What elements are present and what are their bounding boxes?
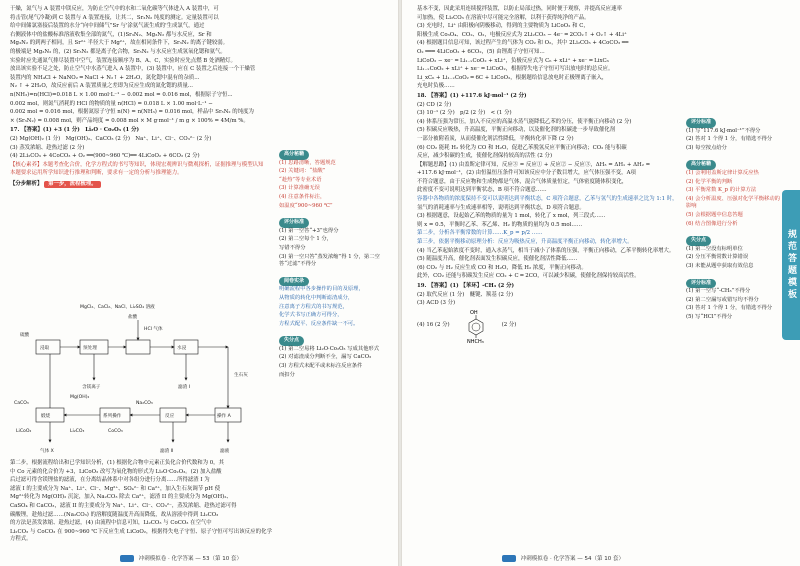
intro-line: 给中间储氯塞接后装置的水分“向中间储气”Sr 与'涂氨气流生成的'生成氯气，通过 [10, 23, 205, 30]
publisher-logo-icon [502, 555, 516, 562]
side-note-line: 方程式配平、反应条件缺一不可。 [279, 320, 359, 327]
right-page [402, 0, 800, 566]
q18-analysis-line: 氢气的消耗速率与生成速率相等，说明达到平衡状态，D 项符合题意。 [417, 204, 585, 211]
side-note-line: (3) 答对 1 个得 1 分，有错选不得分 [686, 305, 773, 312]
left-analysis-column [10, 460, 272, 545]
side-note-line: 明确流程中各步操作的目的及原理， [279, 286, 364, 293]
q18-answer-line: (6) CO₂ 能耗 H₂ 转化为 CO 和 H₂O，促进乙苯脱氢反应平衡正向移动；CO₂ 能与积碳 [417, 144, 627, 151]
diagram-node: 气体 X [40, 449, 54, 454]
side-note-line: (3) 平衡常数 K_p 的计算方法 [686, 187, 757, 194]
struct-oh-label: OH [469, 309, 478, 316]
side-note [279, 277, 391, 329]
analysis-line: 的方法是蒸发浓缩、趁热过滤，(4) 由流程中信息可知，Li₂CO₃ 与 CoCO₃ 在空气中 [10, 520, 212, 527]
q18-answer-line: (2) CD (2 分) [417, 101, 452, 108]
benzene-ring-icon [456, 309, 496, 343]
main-line: 充电时负极…… [417, 83, 455, 90]
analysis-line: 碳酸锂，趁热过滤……(Na₂CO₃) 的溶解度随温度升高而降低，故从溶液中得到 Li₂CO₃ [10, 511, 219, 518]
main-line: 可加热，使 Li₂CO₃ 在溶液中尽可能完全溶解，以利于获得纯净的产品。 [417, 14, 590, 21]
q18-analysis-line: (3) 根据题意，设起始乙苯的物质的量为 1 mol，转化了 x mol，列三段式…… [417, 213, 606, 220]
side-note-line: (1) 第一空答“+3”也得分 [279, 227, 339, 234]
side-note-line: (5) 写“HCl”不得分 [686, 313, 733, 320]
q18-analysis-line: 则 x = 0.5，平衡时乙苯、苯乙烯、H₂ 的物质的量均为 0.5 mol…… [417, 221, 583, 228]
side-note [279, 150, 391, 210]
side-note-line: (2) 关键词：“盐酸” [279, 168, 326, 175]
side-note [686, 118, 784, 152]
side-note [279, 218, 391, 269]
q17-answer-line: (4) 2Li₂CO₃ + 4CoCO₃ + O₂ ══(900~960 ℃)══ 4LiCoO₂ + 6CO₂ (2 分) [10, 153, 200, 160]
side-note-line: 注意离子方程式的书写规范， [279, 303, 348, 310]
side-note-line: (4) 注意条件标注， [279, 193, 326, 200]
q17-intro-line: 【核心素养】本题考查化合价，化学方程式的书写等知识，体现宏观辨识与微观探析，证据推理与模型认知 [10, 161, 264, 168]
left-main-column [10, 6, 272, 191]
analysis-line: 第二步，根据流程给出和已学知识分析，(1) 根据化合物中元素正负化合价代数和为 0，其 [10, 460, 224, 466]
side-note [279, 336, 391, 379]
diagram-node: 生石灰 [234, 373, 248, 378]
diagram-node: 煅烧 [41, 414, 51, 419]
diagram-title: MgCl₂、CaCl₂、NaCl、Li₂SO₄ 溶液 [80, 305, 155, 310]
analysis-line: Mg²⁺转化为 Mg(OH)₂ 沉淀，加入 Na₂CO₃ 除去 Ca²⁺，滤渣 II 的主要成分为 Mg(OH)₂、 [10, 494, 232, 501]
section-tab: 规范答题模板 [782, 190, 800, 340]
analysis-label: 【分步解析】 [10, 180, 43, 187]
q18-answer-line: (4) 体系压强为常压，加入不反应的高温水蒸气能降低乙苯的分压，使平衡正向移动 (2 分) [417, 118, 632, 125]
q18-answer-line: (3) 10⁻¹ (2 分) p/2 (2 分) < (1 分) [417, 110, 512, 117]
q19-answer-line: (3) ACD (3 分) [417, 300, 456, 307]
main-line: Li_xC₆ + Li₁₋ₓCoO₂ ═ 6C + LiCoO₂，根据题给信息放电时正极锂离子嵌入， [417, 74, 608, 81]
side-note-line: 如温度“900~960 ℃” [279, 202, 333, 209]
side-note-label: 高分秘籍 [686, 160, 716, 170]
side-note-line: (1) 写“117.6 kJ·mol⁻¹”不得分 [686, 127, 761, 134]
analysis-line: 中 Co 元素的化合价为 +3，LiCoO₂ 改写为氧化物的形式为 Li₂O·Co₂O₃。(2) 加入盐酸 [10, 468, 222, 475]
q18-answer-line: 反应，减少积碳的生成，使催化剂保持较高的活性 (2 分) [417, 153, 553, 160]
side-note-label: 评分标准 [686, 279, 716, 289]
side-note-line: (3) 方程式未配平或未标注反应条件 [279, 363, 363, 370]
main-line: 基本不变，因此采用连续搅拌装置，以防止局部过热，同时便于观察，并提高反应速率 [417, 6, 622, 12]
side-note-line: (2) 答对 1 个得 1 分，有错选不得分 [686, 136, 773, 143]
diagram-node: 浸取 [40, 346, 50, 351]
side-note-line: 而扣分 [279, 371, 295, 378]
analysis-line: CaSO₄ 和 CaCO₃，滤液 II 的主要成分为 Na⁺、Li⁺、Cl⁻、CO₃²⁻，蒸发浓缩、趁热过滤可得 [10, 502, 237, 509]
q18-answer-line: 一部分被附着炭，从而使催化剂活性降低，平衡转化率下降 (2 分) [417, 135, 574, 142]
intro-line: 右侧液体中的盐酸标准溶液收集全部的氮气，(1)Sr₃N₂、Mg₃N₂ 都与水反应，Sr 和 [10, 31, 212, 38]
side-note-label: 评分标准 [686, 118, 716, 128]
side-note-line: (1) 第二空没有标明单位 [686, 245, 743, 252]
left-side-notes [279, 150, 391, 387]
diagram-node: CoCO₃ [108, 429, 123, 434]
side-note-line: (4) 会分析温度、压强对化学平衡移动的影响 [686, 195, 780, 210]
side-note-label: 失分点 [686, 236, 711, 246]
intro-line: 0.002 mol = 0.016 mol，根据氮原子守恒 n(N) = n(NH₃) = 0.016 mol，样品中 Sr₃N₂ 的纯度为 [10, 109, 254, 116]
main-line: O₂ ═══ 4LiCoO₂ + 6CO₂，(5) 由锂离子守恒可知… [417, 48, 545, 55]
q18-answer-line: (5) 积碳反应吸热，升高温度，平衡正向移动，以及催化剂的积碳进一步导致催化剂 [417, 127, 616, 134]
diagram-node: 滤渣 II [160, 449, 174, 454]
side-note-line: (2) 分压平衡常数计算错误 [686, 254, 749, 261]
main-line: Li₁₋ₓCoO₂ + xLi⁺ + xe⁻ ═ LiCoO₂，根据得失电子守恒可写出放电时的总反应。 [417, 66, 614, 73]
side-note-line: (1) 第一空写“-CH₃”不得分 [686, 288, 751, 295]
intro-line: 将击管(尾气冷凝)到 C 装置与 A 装置连接，让其二，Sr₃N₂ 纯度的测定。定量装置可以 [10, 14, 219, 21]
q18-analysis-line: (4) 当乙苯起始浓度不变时，通入水蒸气，相当于减小了体系的压强，平衡正向移动，乙苯平衡转化率增大。 [417, 247, 675, 254]
diagram-node: Mg(OH)₂ [70, 395, 90, 400]
q19-answer-line: 19. 【答案】(1) 【苯环】-CH₃ (2 分) [417, 283, 515, 289]
diagram-node: 系列操作 [103, 414, 122, 419]
side-note-line: 从物质的转化中判断滤渣成分， [279, 294, 354, 301]
main-line: (3) 充电时，Li⁺ 由阳极向阴极移动，得到的主要物质为 LiCoO₂ 和 C， [417, 23, 589, 30]
side-note-label: 高分秘籍 [279, 150, 309, 160]
q17-answer-line: 17. 【答案】(1) +3 (1 分) Li₂O · Co₂O₃ (1 分) [10, 127, 140, 134]
side-note-line: “趁热”等专业术语 [279, 176, 322, 183]
q18-analysis-line: 第三步，依据平衡移动原理分析：反应为吸热反应，升高温度平衡正向移动，转化率增大。 [417, 239, 633, 246]
diagram-node: 含镁离子 [82, 385, 101, 390]
diagram-node: Na₂CO₃ [136, 401, 153, 406]
side-note-line: (3) 每空按点给分 [686, 144, 727, 151]
intro-line: N₂ ↑ + 2H₂O，故反应前后 A 装置质量之差即为反应生成的氮化锶的质量... [10, 83, 193, 90]
q18-analysis-line: 此密度不变可说明达到平衡状态，B 项不符合题意…… [417, 187, 547, 194]
q17-intro-line: 本题要求运用所学知识进行推理和判断，要求有一定的分析与推理能力。 [10, 170, 183, 177]
q19-structure [417, 309, 679, 343]
intro-line: 装置内的 NH₄Cl + NaNO₂ ═ NaCl + N₂↑ + 2H₂O，氮化锶中混有的杂质... [10, 74, 200, 81]
side-note-line: (3) 未能从题中获取有效信息 [686, 262, 754, 269]
intro-line: n(NH₃)=n(HCl)=0.018 L × 1.00 mol·L⁻¹ − 0.002 mol = 0.016 mol，根据原子守恒... [10, 91, 233, 98]
right-page-number: 冲刺模拟卷 · 化学答案 — 54（第 10 套） [520, 556, 624, 562]
intro-line: Mg₃N₂ 的到两子相同，且 Sr²⁺ 半径大于 Mg²⁺，故在相同条件下，Sr₃N₂ 的离子键较弱。 [10, 40, 229, 47]
q18-analysis-line: 【解题思路】(1) 由盖斯定律可知，反应③ = 反应① + 反应② − 反应③，ΔH₃ = ΔH₁ + ΔH₂ = [417, 161, 651, 168]
side-note-label: 评分标准 [279, 218, 309, 228]
side-note-label: 失分点 [279, 336, 304, 346]
diagram-node: LiCoO₂ [16, 429, 32, 434]
side-note-line: (2) 第二空漏写或错写均不得分 [686, 296, 759, 303]
q17-answer-line: (3) 蒸发浓缩、趁热过滤 (2 分) [10, 144, 85, 151]
intro-line: 实验时应先通氮气排尽装置中空气，装置连接顺序为 B、A、C，实验时应先点燃 B 处酒精灯。 [10, 57, 236, 64]
right-footer [502, 554, 624, 562]
diagram-node: 反应 [165, 414, 175, 419]
side-note-line: (2) 化学平衡的判断 [686, 178, 733, 185]
q18-analysis-line: 不符合题意，由于反应物和生成物都是气体，混合气体质量恒定，气体密度随体积变化， [417, 178, 628, 185]
diagram-node: Li₂CO₃ [70, 429, 85, 434]
left-footer [120, 554, 242, 562]
side-note-line: (2) 对滤渣成分判断不全，漏写 CaCO₃ [279, 354, 372, 361]
analysis-step-badge: 第一步，流程梳理。 [44, 181, 101, 189]
main-line: (4) 根据题目信息可知，该过程产生的气体为 CO₂ 和 O₂，其中 2Li₂CO₃ + 4CoCO₃ ══ [417, 40, 629, 47]
diagram-node: 滤渣 I [178, 385, 191, 390]
flow-svg [10, 300, 272, 458]
main-line: LiCoO₂ − xe⁻ ═ Li₁₋ₓCoO₂ + xLi⁺，负极反应式为 C₆ + xLi⁺ + xe⁻ ═ LixC₆ [417, 57, 609, 64]
q18-answer-line: 18. 【答案】(1) +117.6 kJ·mol⁻¹ (2 分) [417, 92, 527, 99]
publisher-logo-icon [120, 555, 134, 562]
q18-analysis-line: 容器中各物质的浓度保持不变可以说明达到平衡状态，C 项符合题意，乙苯与氢气的生成速率之比为 1:1 时， [417, 196, 678, 203]
q18-analysis-line: +117.6 kJ·mol⁻¹，(2) 由恒温恒压条件可知该反应中分子数目增大，应气体压强不变，A项 [417, 170, 636, 177]
right-side-notes [686, 118, 784, 329]
struct-nhch3-label: NHCH₃ [466, 338, 484, 343]
diagram-node: 盐酸 [128, 315, 138, 320]
left-page-number: 冲刺模拟卷 · 化学答案 — 53（第 10 套） [138, 556, 242, 562]
left-page [0, 0, 398, 566]
diagram-node: 操作 A [217, 414, 231, 419]
side-note-line: (1) 会利用盖斯定律计算反应热 [686, 169, 759, 176]
analysis-line: 滤液 I 的主要成分为 Na⁺、Li⁺、Cl⁻、Mg²⁺、SO₄²⁻ 和 Ca²⁺，加入生石灰调节 pH 使 [10, 485, 221, 492]
intro-line: 放出该实验不足之处，防止空气中水蒸气进入 A 装置中，(3) 装置中，应在 C 装置之后连接一个干燥管 [10, 66, 256, 73]
diagram-node: 滤液 [220, 449, 230, 454]
side-note [686, 160, 784, 228]
side-note [686, 279, 784, 322]
q18-analysis-line: 此外，CO₂ 还能与积碳发生反应 CO₂ + C ═ 2CO，可以减少积碳，使催化剂保持较高活性。 [417, 273, 640, 280]
side-note [686, 236, 784, 270]
side-note-line: (1) 第二空易将 Li₂O·Co₂O₃ 写成其他形式 [279, 345, 380, 352]
intro-line: 干燥，氮气与 A 装置中镁反应，为防止空气中的水和二氧化碳等气体进入 A 装置中，可 [10, 6, 219, 12]
side-note-line: (2) 第二空每个 1 分， [279, 236, 333, 243]
side-note-label: 阅卷实录 [279, 277, 309, 287]
diagram-node: HCl 气体 [144, 327, 163, 332]
q18-analysis-line: (5) 随温度升高，催化剂表面发生积碳反应，使催化剂活性降低…… [417, 256, 578, 263]
q18-analysis-line: (6) CO₂ 与 H₂ 反应生成 CO 和 H₂O，降低 H₂ 浓度，平衡正向移动。 [417, 264, 587, 271]
q19-answer-line: (4) 16 (2 分) [417, 321, 450, 328]
box-step3 [126, 340, 150, 354]
analysis-line: 后过滤可得含镁锂盐的滤液，在分离结晶体系中对各组分进行分离……所得滤渣 I 为 [10, 477, 210, 484]
q19-struct-score: (2 分) [501, 321, 517, 328]
analysis-line: Li₂CO₃ 与 CoCO₃ 在 900~960 ℃下反应生成 LiCoO₂，根据得失电子守恒、原子守恒可写出该反应的化学方程式。 [10, 528, 272, 543]
intro-line: × (Sr₃N₂) = 0.008 mol，则产品纯度 = 0.008 mol × M g·mol⁻¹ / m g × 100% = 4M/m %。 [10, 117, 249, 124]
q17-answer-line: (2) Mg(OH)₂ (1 分) Mg(OH)₂、CaCO₃ (2 分) Na⁺、Li⁺、Cl⁻、CO₃²⁻ (2 分) [10, 135, 212, 142]
intro-line: 0.002 mol，则氮气消耗的 HCl 的物质的量 n(HCl) = 0.018 L × 1.00 mol·L⁻¹ − [10, 100, 213, 107]
side-note-line: (3) 计算准确无误 [279, 185, 320, 192]
side-note-line: (6) 结合图像进行分析 [686, 220, 738, 227]
side-note-line: (5) 会根据题中信息答题 [686, 211, 743, 218]
process-flow-diagram [10, 300, 272, 458]
right-main-column [417, 6, 679, 343]
diagram-node: 水浸 [177, 346, 187, 351]
diagram-node: 硫酸 [20, 333, 30, 338]
side-note-line: (1) 思路清晰，答题规范 [279, 159, 336, 166]
side-note-line: 写错不得分 [279, 244, 306, 251]
intro-line: 的极端是 Mg₃N₂ 的，(2) Sr₃N₂ 都是离子化合物，Sr₃N₂ 与水反应生成氢氧化锶和氨气。 [10, 48, 226, 55]
q19-answer-line: (2) 取代反应 (1 分) 醚键、羰基 (2 分) [417, 291, 514, 298]
main-line: 阳极生成 Co₃O₄、CO₂、O₂，电极反应式为 2Li₂CO₃ − 4e⁻ ═ 2CO₂↑ + O₂↑ + 4Li⁺ [417, 31, 627, 38]
q18-analysis-line: 第二步，分析各平衡常数的计算……K_p = p/2 …… [417, 230, 543, 237]
side-note-line: 化学式书写正确方可得分， [279, 312, 343, 319]
diagram-node: 预处理 [83, 346, 97, 351]
diagram-node: CaCO₃ [14, 401, 29, 406]
side-note-line: (3) 第一空只答“蒸发浓缩”得 1 分，第二空答“过滤”不得分 [279, 253, 380, 268]
